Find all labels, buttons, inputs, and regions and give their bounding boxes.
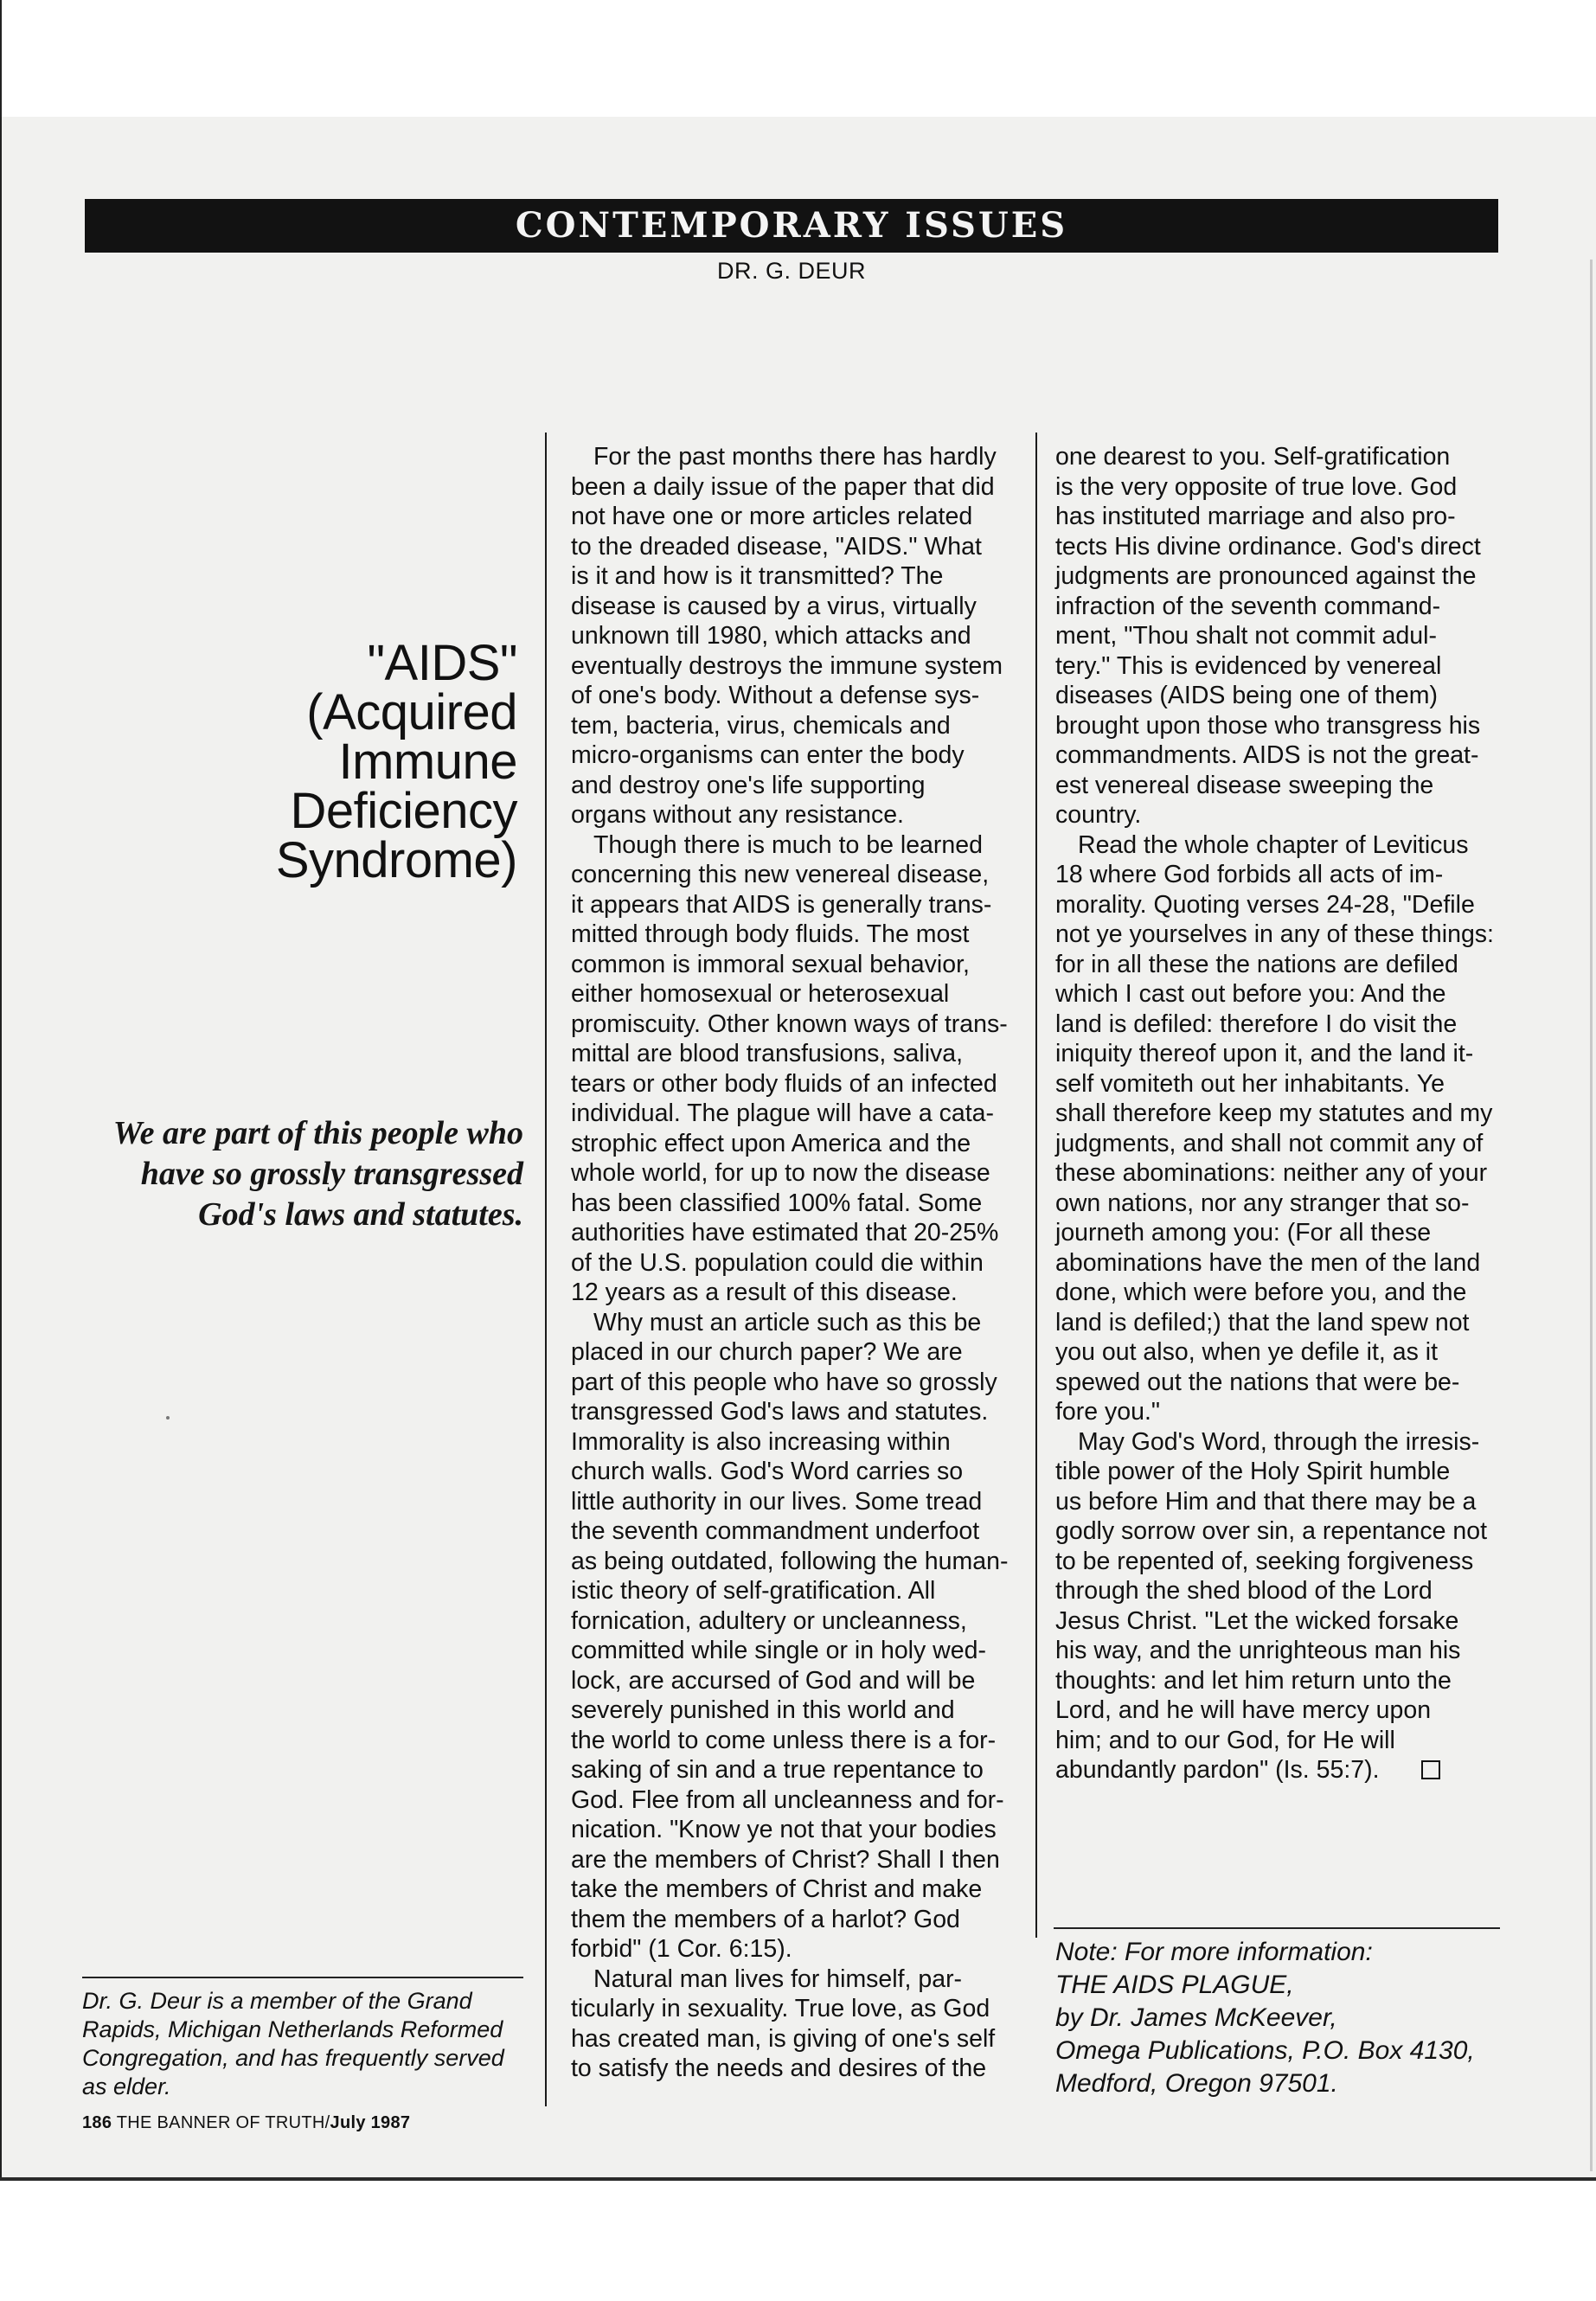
text-line: as being outdated, following the human- [571,1547,1009,1575]
text-line: organs without any resistance. [571,801,904,829]
text-line: commandments. AIDS is not the great- [1055,741,1479,769]
text-line: Jesus Christ. "Let the wicked forsake [1055,1606,1459,1635]
text-line: committed while single or in holy wed- [571,1637,986,1664]
text-line: Natural man lives for himself, par- [593,1965,963,1993]
text-line: God. Flee from all uncleanness and for- [571,1785,1004,1814]
text-line: has created man, is giving of one's self [571,2024,996,2053]
text-line: 18 where God forbids all acts of im- [1055,861,1444,888]
pull-quote [87,1113,523,1235]
text-line: individual. The plague will have a cata- [571,1099,995,1127]
more-information-note [1055,1936,1505,2100]
text-line: iniquity thereof upon it, and the land it- [1055,1040,1474,1067]
section-banner [85,199,1498,253]
text-line: May God's Word, through the irresis- [1078,1427,1480,1456]
pull-quote-line: God's laws and statutes. [198,1196,523,1233]
article-column-right [1055,442,1505,1785]
page-right-edge [1590,260,1593,2171]
text-line: to satisfy the needs and desires of the [571,2054,987,2082]
text-line: land is defiled;) that the land spew not [1055,1308,1470,1336]
text-line: tery." This is evidenced by venereal [1055,651,1442,680]
article-title-line: Syndrome) [275,832,517,888]
top-margin [0,0,1596,117]
text-line: brought upon those who transgress his [1055,711,1481,740]
text-line: est venereal disease sweeping the [1055,771,1434,799]
text-line: one dearest to you. Self-gratification [1055,443,1451,471]
text-line: godly sorrow over sin, a repentance not [1055,1517,1488,1545]
text-line: Immorality is also increasing within [571,1427,951,1456]
text-line: either homosexual or heterosexual [571,980,950,1008]
text-line: eventually destroys the immune system [571,651,1003,680]
text-line: the world to come unless there is a for- [571,1726,997,1754]
text-line: own nations, nor any stranger that so- [1055,1189,1470,1217]
text-line: thoughts: and let him return unto the [1055,1666,1452,1695]
text-line: has been classified 100% fatal. Some [571,1189,983,1217]
text-line: it appears that AIDS is generally trans- [571,890,992,919]
text-line: Lord, and he will have mercy upon [1055,1696,1432,1724]
section-title: CONTEMPORARY ISSUES [515,205,1068,246]
text-line: of one's body. Without a defense sys- [571,682,980,709]
text-line: been a daily issue of the paper that did [571,472,995,501]
text-line: self vomiteth out her inhabitants. Ye [1055,1069,1445,1098]
text-line: authorities have estimated that 20-25% [571,1219,999,1247]
text-line: tible power of the Holy Spirit humble [1055,1458,1451,1485]
page-left-edge [0,0,2,2180]
text-line: abundantly pardon" (Is. 55:7). [1055,1756,1380,1784]
text-line: morality. Quoting verses 24-28, "Defile [1055,890,1475,919]
text-line: nication. "Know ye not that your bodies [571,1816,997,1843]
text-line: 12 years as a result of this disease. [571,1279,958,1306]
text-line: you out also, when ye defile it, as it [1055,1338,1439,1366]
text-line: little authority in our lives. Some tread [571,1487,983,1516]
pull-quote-line: We are part of this people who [112,1115,523,1151]
note-line: by Dr. James McKeever, [1055,2003,1337,2032]
page-number: 186 [82,2113,112,2132]
publication-name: THE BANNER OF TRUTH/ [116,2113,330,2132]
article-title-line: (Acquired [306,684,517,740]
text-line: forbid" (1 Cor. 6:15). [571,1935,792,1963]
text-line: him; and to our God, for He will [1055,1726,1395,1754]
text-line: spewed out the nations that were be- [1055,1368,1460,1396]
text-line: which I cast out before you: And the [1055,980,1446,1008]
text-line: whole world, for up to now the disease [571,1159,990,1187]
text-line: has instituted marriage and also pro- [1055,503,1456,530]
text-line: promiscuity. Other known ways of trans- [571,1009,1008,1038]
text-line: not have one or more articles related [571,503,973,530]
text-line: judgments, and shall not commit any of [1055,1129,1484,1157]
print-speck [166,1416,170,1420]
note-line: THE AIDS PLAGUE, [1055,1971,1294,1999]
text-line: concerning this new venereal disease, [571,861,990,888]
text-line: us before Him and that there may be a [1055,1487,1477,1516]
text-line: strophic effect upon America and the [571,1129,971,1157]
page-footer [82,2113,410,2133]
author-bio-line: Dr. G. Deur is a member of the Grand [82,1988,472,2014]
text-line: take the members of Christ and make [571,1875,983,1903]
text-line: these abominations: neither any of your [1055,1159,1488,1187]
note-line: Medford, Oregon 97501. [1055,2069,1338,2098]
note-divider [1054,1927,1500,1929]
text-line: lock, are accursed of God and will be [571,1666,976,1695]
text-line: shall therefore keep my statutes and my [1055,1099,1493,1127]
pull-quote-line: have so grossly transgressed [140,1156,523,1192]
text-line: Read the whole chapter of Leviticus [1078,830,1469,859]
article-column-middle [571,442,1012,2084]
column-divider [1035,433,1037,1938]
text-line: tects His divine ordinance. God's direct [1055,532,1481,561]
text-line: to the dreaded disease, "AIDS." What [571,532,982,561]
text-line: mittal are blood transfusions, saliva, [571,1040,964,1067]
text-line: mitted through body fluids. The most [571,920,970,948]
text-line: severely punished in this world and [571,1696,955,1724]
author-bio-line: as elder. [82,2073,171,2099]
note-line: Note: For more information: [1055,1938,1373,1966]
text-line: land is defiled: therefore I do visit the [1055,1009,1458,1038]
author-bio-line: Congregation, and has frequently served [82,2045,504,2071]
text-line: is the very opposite of true love. God [1055,472,1458,501]
text-line: the seventh commandment underfoot [571,1517,980,1545]
text-line: judgments are pronounced against the [1055,562,1477,590]
text-line: through the shed blood of the Lord [1055,1577,1433,1605]
text-line: disease is caused by a virus, virtually [571,592,977,620]
text-line: fore you." [1055,1398,1161,1426]
end-of-article-mark [1421,1760,1440,1779]
issue-date: July 1987 [330,2113,411,2132]
text-line: For the past months there has hardly [593,443,997,471]
text-line: saking of sin and a true repentance to [571,1756,984,1784]
text-line: are the members of Christ? Shall I then [571,1845,1000,1874]
text-line: ticularly in sexuality. True love, as God [571,1995,990,2022]
text-line: for in all these the nations are defiled [1055,950,1458,978]
text-line: tears or other body fluids of an infected [571,1069,997,1098]
article-title [173,635,517,888]
text-line: Why must an article such as this be [593,1308,982,1336]
text-line: infraction of the seventh command- [1055,592,1441,620]
article-title-line: "AIDS" [367,635,517,691]
text-line: part of this people who have so grossly [571,1368,997,1396]
bottom-margin [0,2181,1596,2301]
text-line: micro-organisms can enter the body [571,741,965,769]
text-line: transgressed God's laws and statutes. [571,1398,989,1426]
text-line: ment, "Thou shalt not commit adul- [1055,622,1437,650]
text-line: placed in our church paper? We are [571,1338,963,1366]
text-line: Though there is much to be learned [593,830,983,859]
text-line: of the U.S. population could die within [571,1248,984,1277]
text-line-last [1055,1755,1505,1785]
author-bio [82,1987,532,2101]
text-line: church walls. God's Word carries so [571,1458,964,1485]
text-line: abominations have the men of the land [1055,1248,1481,1277]
article-title-line: Deficiency [290,783,517,839]
text-line: diseases (AIDS being one of them) [1055,682,1438,709]
bio-divider [82,1977,523,1978]
text-line: not ye yourselves in any of these things: [1055,920,1494,948]
author-bio-line: Rapids, Michigan Netherlands Reformed [82,2016,503,2042]
text-line: them the members of a harlot? God [571,1905,960,1933]
text-line: journeth among you: (For all these [1055,1219,1432,1247]
author-byline: DR. G. DEUR [716,258,866,284]
text-line: country. [1055,801,1142,829]
text-line: istic theory of self-gratification. All [571,1577,936,1605]
article-title-line: Immune [338,734,517,790]
text-line: is it and how is it transmitted? The [571,562,944,590]
text-line: to be repented of, seeking forgiveness [1055,1547,1474,1575]
text-line: unknown till 1980, which attacks and [571,622,971,650]
text-line: his way, and the unrighteous man his [1055,1637,1461,1664]
note-line: Omega Publications, P.O. Box 4130, [1055,2036,1475,2065]
text-line: tem, bacteria, virus, chemicals and [571,711,951,740]
text-line: fornication, adultery or uncleanness, [571,1606,967,1635]
text-line: common is immoral sexual behavior, [571,950,970,978]
text-line: and destroy one's life supporting [571,771,926,799]
text-line: done, which were before you, and the [1055,1279,1467,1306]
column-divider [545,433,547,2106]
